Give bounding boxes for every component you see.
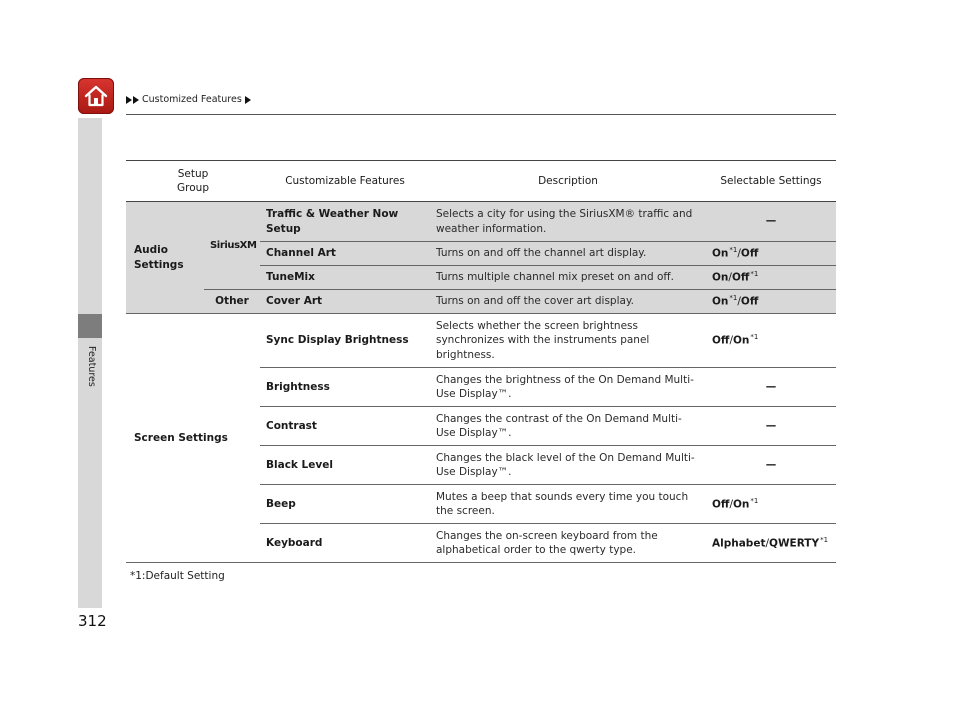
side-section-label: Features bbox=[86, 346, 97, 387]
feature-description: Changes the contrast of the On Demand Multi-Use Display™. bbox=[430, 407, 706, 446]
side-tab-active-marker bbox=[78, 314, 102, 338]
group-screen-settings: Screen Settings bbox=[126, 314, 260, 563]
home-button[interactable] bbox=[78, 78, 114, 114]
col-header-features: Customizable Features bbox=[260, 161, 430, 202]
feature-description: Changes the black level of the On Demand Multi-Use Display™. bbox=[430, 446, 706, 485]
selectable-setting: On$^{*1}$/Off bbox=[706, 290, 836, 314]
footnote: *1:Default Setting bbox=[130, 570, 225, 582]
feature-name: Contrast bbox=[260, 407, 430, 446]
feature-name: Brightness bbox=[260, 368, 430, 407]
feature-description: Selects a city for using the SiriusXM® traffic and weather information. bbox=[430, 202, 706, 242]
selectable-setting: — bbox=[706, 446, 836, 485]
feature-name: Sync Display Brightness bbox=[260, 314, 430, 368]
selectable-setting: Off/On$^{*1}$ bbox=[706, 485, 836, 524]
col-header-setup-group: Setup Group bbox=[126, 161, 260, 202]
selectable-setting: On$^{*1}$/Off bbox=[706, 242, 836, 266]
feature-name: Cover Art bbox=[260, 290, 430, 314]
col-header-description: Description bbox=[430, 161, 706, 202]
breadcrumb[interactable] bbox=[126, 94, 252, 105]
table-row bbox=[126, 314, 836, 368]
subgroup-other: Other bbox=[204, 290, 260, 314]
triangle-right-icon bbox=[126, 96, 132, 104]
feature-description: Changes the on-screen keyboard from the alphabetical order to the qwerty type. bbox=[430, 524, 706, 563]
feature-name: Black Level bbox=[260, 446, 430, 485]
selectable-setting: — bbox=[706, 202, 836, 242]
selectable-setting: — bbox=[706, 368, 836, 407]
siriusxm-logo: SiriusXM bbox=[204, 202, 260, 290]
page-number: 312 bbox=[78, 612, 107, 630]
selectable-setting: Off/On$^{*1}$ bbox=[706, 314, 836, 368]
side-tab-upper bbox=[78, 118, 102, 314]
feature-name: Beep bbox=[260, 485, 430, 524]
selectable-setting: On/Off$^{*1}$ bbox=[706, 266, 836, 290]
feature-name: Keyboard bbox=[260, 524, 430, 563]
header-divider bbox=[126, 114, 836, 115]
feature-description: Mutes a beep that sounds every time you touch the screen. bbox=[430, 485, 706, 524]
feature-name: Channel Art bbox=[260, 242, 430, 266]
col-header-settings: Selectable Settings bbox=[706, 161, 836, 202]
table-row bbox=[126, 202, 836, 242]
selectable-setting: — bbox=[706, 407, 836, 446]
feature-name: TuneMix bbox=[260, 266, 430, 290]
triangle-right-icon bbox=[133, 96, 139, 104]
table-row bbox=[126, 290, 836, 314]
feature-description: Changes the brightness of the On Demand Multi-Use Display™. bbox=[430, 368, 706, 407]
feature-description: Turns on and off the cover art display. bbox=[430, 290, 706, 314]
feature-name: Traffic & Weather Now Setup bbox=[260, 202, 430, 242]
triangle-right-icon bbox=[245, 96, 251, 104]
feature-description: Turns multiple channel mix preset on and off. bbox=[430, 266, 706, 290]
feature-description: Selects whether the screen brightness synchronizes with the instruments panel brightness. bbox=[430, 314, 706, 368]
feature-description: Turns on and off the channel art display. bbox=[430, 242, 706, 266]
group-audio-settings: Audio Settings bbox=[126, 202, 204, 314]
selectable-setting: Alphabet/QWERTY$^{*1}$ bbox=[706, 524, 836, 563]
breadcrumb-label: Customized Features bbox=[142, 94, 242, 105]
table-header-row bbox=[126, 161, 836, 202]
customizable-features-table bbox=[126, 160, 836, 563]
home-icon bbox=[83, 84, 109, 108]
